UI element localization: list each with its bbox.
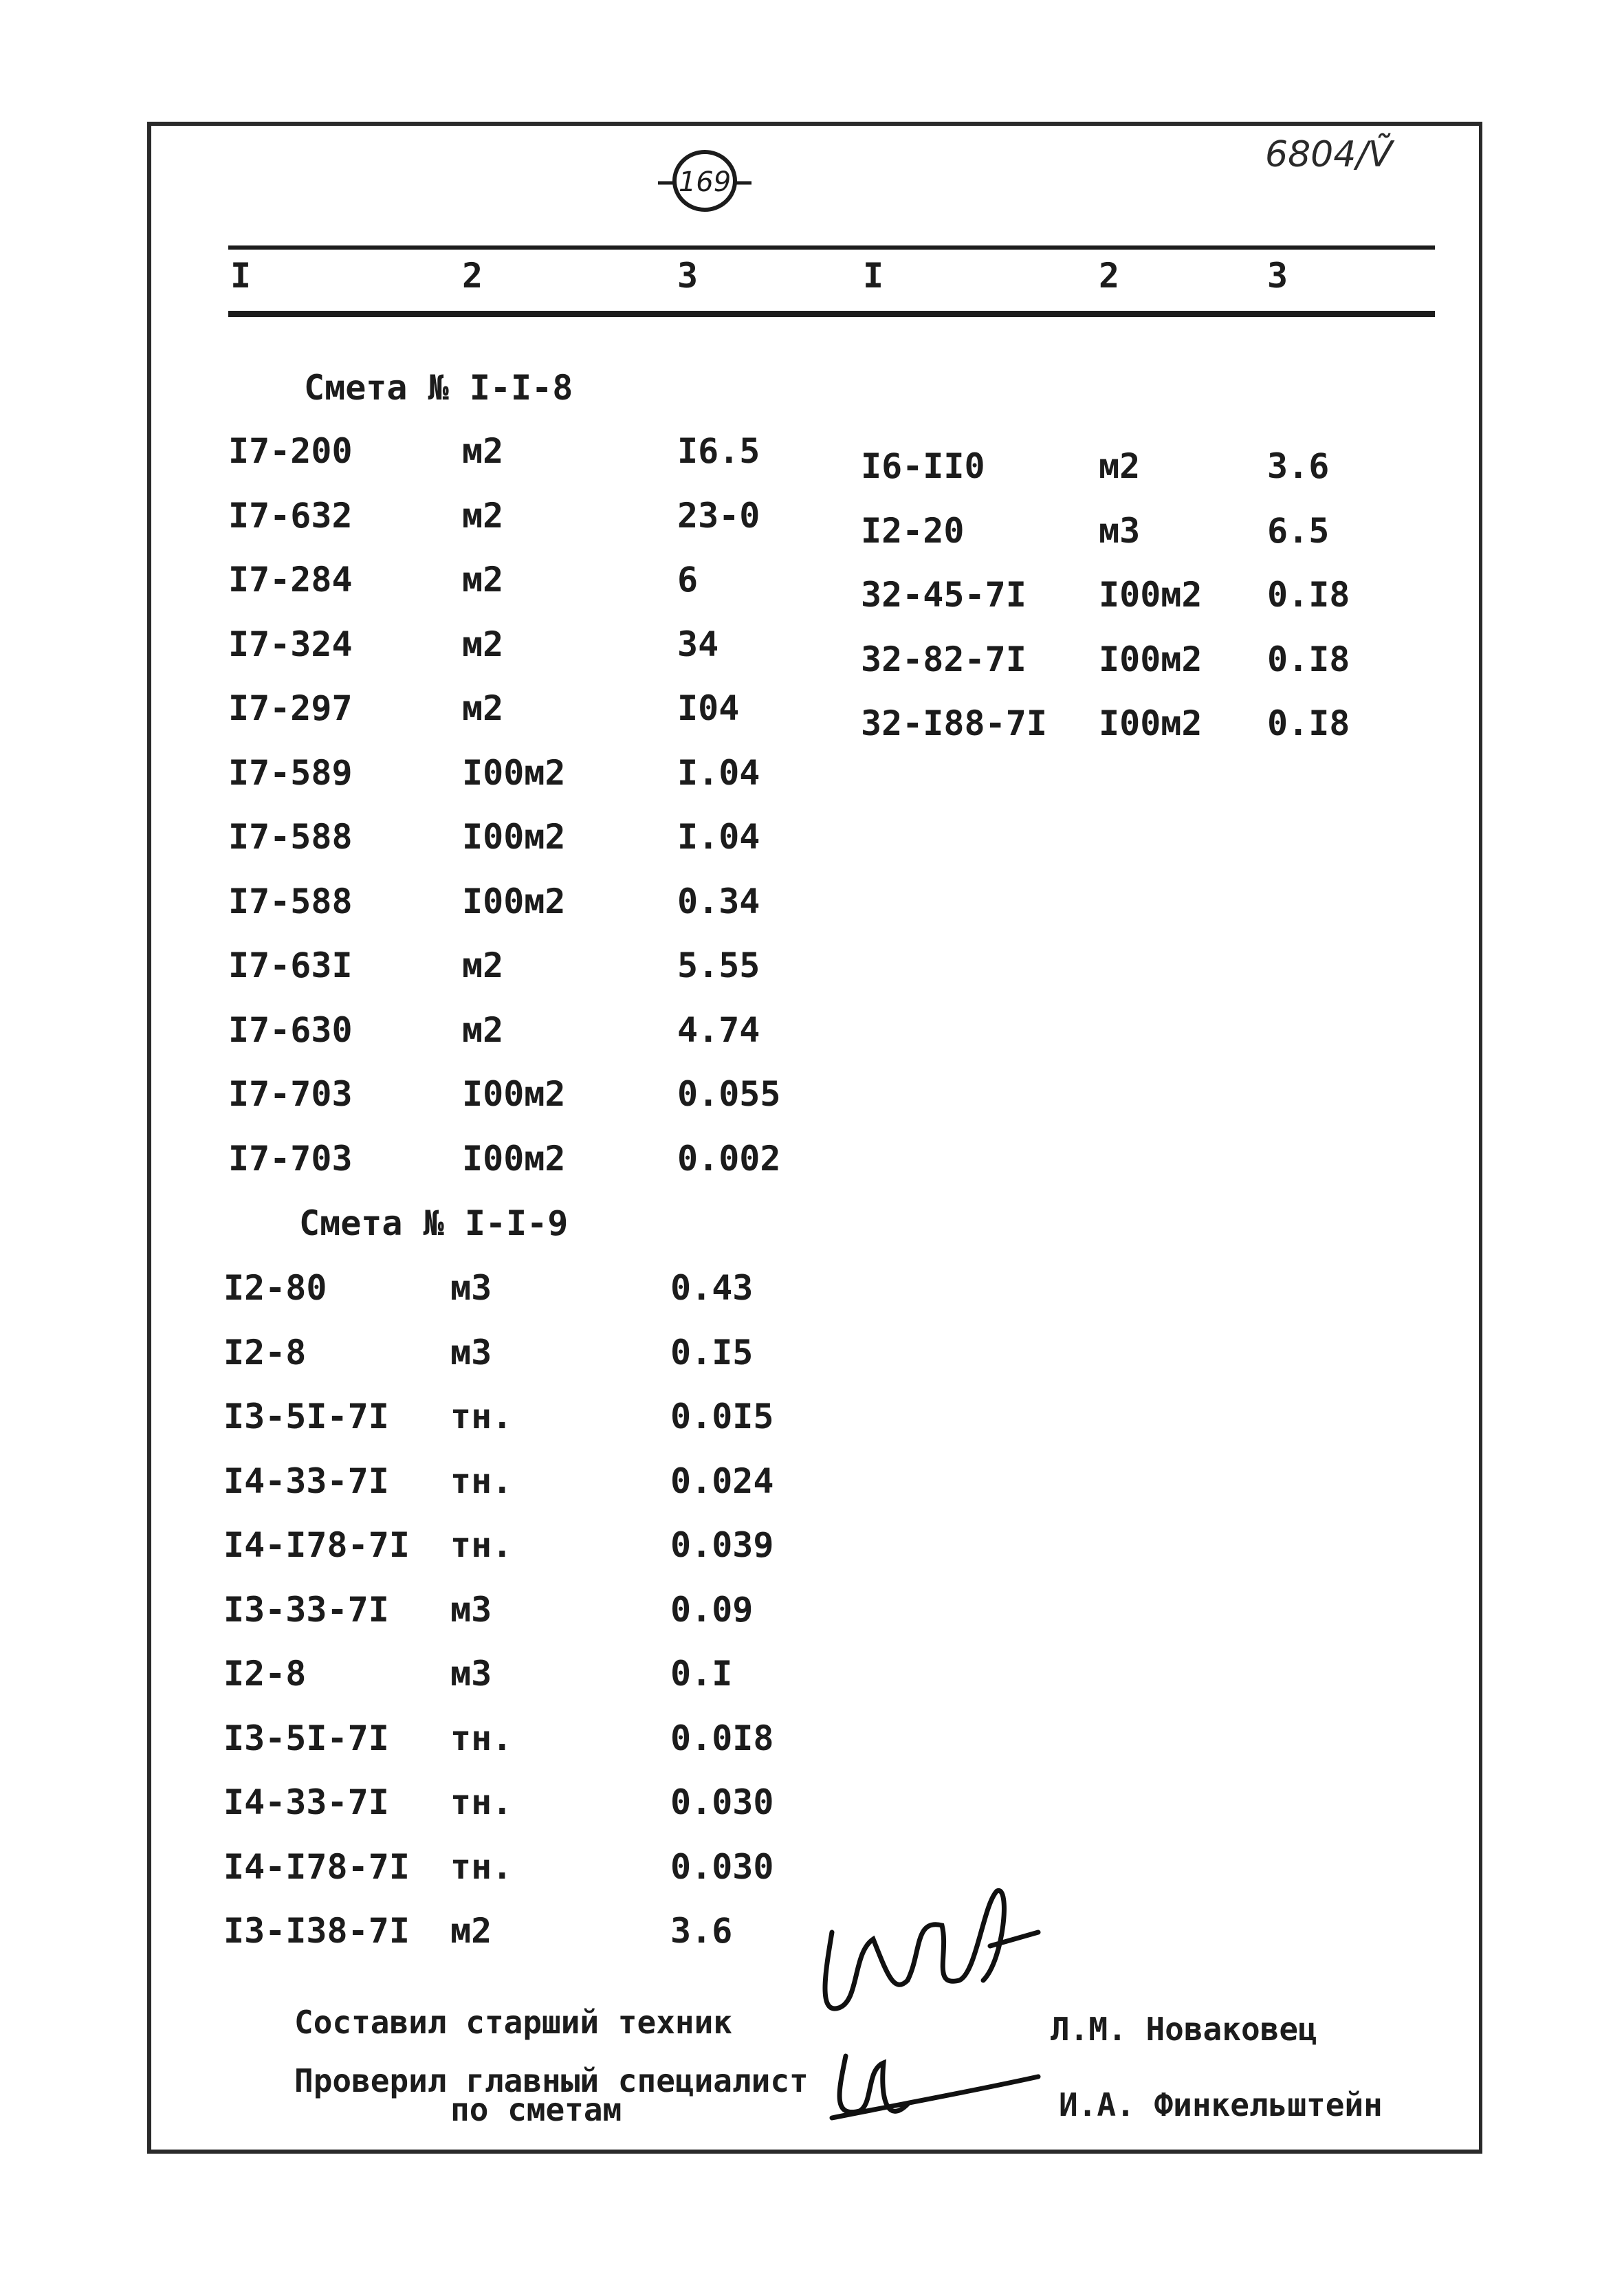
table-cell-quantity: 0.0I8 <box>670 1718 774 1758</box>
page-number-stamp <box>657 143 753 219</box>
document-code: 6804/Ṽ <box>1265 134 1393 175</box>
header-col5: 2 <box>1099 256 1120 296</box>
header-col2: 2 <box>462 256 483 296</box>
signature-checked <box>818 2035 1045 2139</box>
table-cell-code: 32-I88-7I <box>861 703 1047 743</box>
table-cell-unit: I00м2 <box>462 752 566 793</box>
table-cell-code: 32-82-7I <box>861 639 1027 679</box>
table-cell-quantity: 0.I5 <box>670 1332 754 1373</box>
table-cell-unit: I00м2 <box>462 1138 566 1179</box>
table-cell-unit: м3 <box>450 1332 492 1373</box>
table-cell-quantity: 0.024 <box>670 1461 774 1501</box>
table-cell-unit: м3 <box>450 1268 492 1308</box>
section-title: Смета № I-I-9 <box>299 1203 569 1243</box>
checked-label: Проверил главный специалист <box>294 2062 809 2099</box>
table-cell-code: I7-589 <box>228 752 353 793</box>
table-cell-code: 32-45-7I <box>861 575 1027 615</box>
table-cell-quantity: 3.6 <box>1267 446 1330 486</box>
table-cell-unit: тн. <box>450 1461 513 1501</box>
table-cell-code: I7-630 <box>228 1009 353 1050</box>
table-cell-unit: м2 <box>462 560 504 600</box>
table-cell-quantity: 0.002 <box>677 1138 781 1179</box>
table-cell-code: I7-297 <box>228 688 353 728</box>
header-col1: I <box>230 256 252 296</box>
table-cell-unit: I00м2 <box>462 817 566 857</box>
header-col3: 3 <box>677 256 699 296</box>
table-cell-quantity: I6.5 <box>677 431 760 471</box>
table-cell-quantity: 5.55 <box>677 945 760 985</box>
table-cell-quantity: 0.34 <box>677 881 760 921</box>
table-cell-code: I7-588 <box>228 817 353 857</box>
header-rule-bottom <box>228 311 1435 317</box>
table-cell-code: I2-20 <box>861 510 965 551</box>
table-cell-code: I3-5I-7I <box>223 1718 389 1758</box>
table-cell-code: I7-703 <box>228 1074 353 1114</box>
header-col4: I <box>863 256 884 296</box>
compiled-name: Л.М. Новаковец <box>1051 2011 1317 2048</box>
table-cell-code: I7-63I <box>228 945 353 985</box>
table-cell-unit: тн. <box>450 1718 513 1758</box>
table-cell-unit: I00м2 <box>1099 703 1203 743</box>
table-cell-unit: м2 <box>462 431 504 471</box>
table-cell-code: I7-324 <box>228 624 353 664</box>
table-cell-unit: тн. <box>450 1397 513 1436</box>
header-rule-top <box>228 245 1435 250</box>
table-cell-code: I6-II0 <box>861 446 985 486</box>
table-cell-code: I4-I78-7I <box>223 1525 410 1565</box>
table-cell-quantity: 0.I <box>670 1654 733 1694</box>
table-cell-unit: м2 <box>462 495 504 536</box>
table-cell-code: I4-I78-7I <box>223 1846 410 1887</box>
table-cell-quantity: 0.I8 <box>1267 639 1350 679</box>
table-cell-code: I2-8 <box>223 1654 307 1694</box>
table-cell-unit: м3 <box>450 1589 492 1630</box>
table-cell-unit: I00м2 <box>462 881 566 921</box>
table-cell-quantity: 6 <box>677 560 699 600</box>
table-cell-quantity: 0.039 <box>670 1525 774 1565</box>
table-cell-unit: I00м2 <box>1099 575 1203 615</box>
table-cell-code: I7-588 <box>228 881 353 921</box>
table-cell-quantity: 4.74 <box>677 1009 760 1050</box>
table-cell-code: I2-8 <box>223 1332 307 1373</box>
table-cell-quantity: 3.6 <box>670 1911 733 1951</box>
table-cell-quantity: 34 <box>677 624 719 664</box>
compiled-label: Составил старший техник <box>294 2004 732 2041</box>
table-cell-quantity: I.04 <box>677 752 760 793</box>
table-cell-code: I7-284 <box>228 560 353 600</box>
table-cell-quantity: 0.43 <box>670 1268 754 1308</box>
table-cell-quantity: 0.030 <box>670 1782 774 1822</box>
table-cell-unit: тн. <box>450 1846 513 1887</box>
table-cell-quantity: I.04 <box>677 817 760 857</box>
table-cell-unit: м3 <box>1099 510 1141 551</box>
table-cell-quantity: 0.I8 <box>1267 703 1350 743</box>
table-cell-unit: м2 <box>462 688 504 728</box>
table-cell-quantity: 0.055 <box>677 1074 781 1114</box>
table-cell-unit: I00м2 <box>462 1074 566 1114</box>
table-cell-quantity: 0.I8 <box>1267 575 1350 615</box>
table-cell-quantity: I04 <box>677 688 740 728</box>
signature-compiled <box>811 1877 1045 2035</box>
table-cell-unit: I00м2 <box>1099 639 1203 679</box>
table-cell-unit: м2 <box>450 1911 492 1951</box>
table-cell-unit: м2 <box>462 945 504 985</box>
checked-label-line2: по сметам <box>450 2091 622 2128</box>
table-cell-code: I3-5I-7I <box>223 1397 389 1436</box>
table-cell-unit: тн. <box>450 1782 513 1822</box>
table-cell-quantity: 0.09 <box>670 1589 754 1630</box>
table-cell-code: I3-33-7I <box>223 1589 389 1630</box>
checked-name: И.А. Финкельштейн <box>1059 2086 1383 2123</box>
table-cell-unit: м2 <box>1099 446 1141 486</box>
table-cell-code: I2-80 <box>223 1268 327 1308</box>
table-cell-unit: м2 <box>462 624 504 664</box>
table-cell-unit: тн. <box>450 1525 513 1565</box>
table-cell-code: I4-33-7I <box>223 1782 389 1822</box>
table-cell-unit: м2 <box>462 1009 504 1050</box>
page-number: 169 <box>678 166 732 198</box>
table-cell-code: I3-I38-7I <box>223 1911 410 1951</box>
table-cell-quantity: 6.5 <box>1267 510 1330 551</box>
table-cell-quantity: 23-0 <box>677 495 760 536</box>
table-cell-code: I7-632 <box>228 495 353 536</box>
table-cell-code: I7-703 <box>228 1138 353 1179</box>
header-col6: 3 <box>1267 256 1288 296</box>
table-cell-code: I7-200 <box>228 431 353 471</box>
table-cell-quantity: 0.030 <box>670 1846 774 1887</box>
table-cell-code: I4-33-7I <box>223 1461 389 1501</box>
section-title: Смета № I-I-8 <box>304 368 573 408</box>
table-cell-quantity: 0.0I5 <box>670 1397 774 1436</box>
table-cell-unit: м3 <box>450 1654 492 1694</box>
